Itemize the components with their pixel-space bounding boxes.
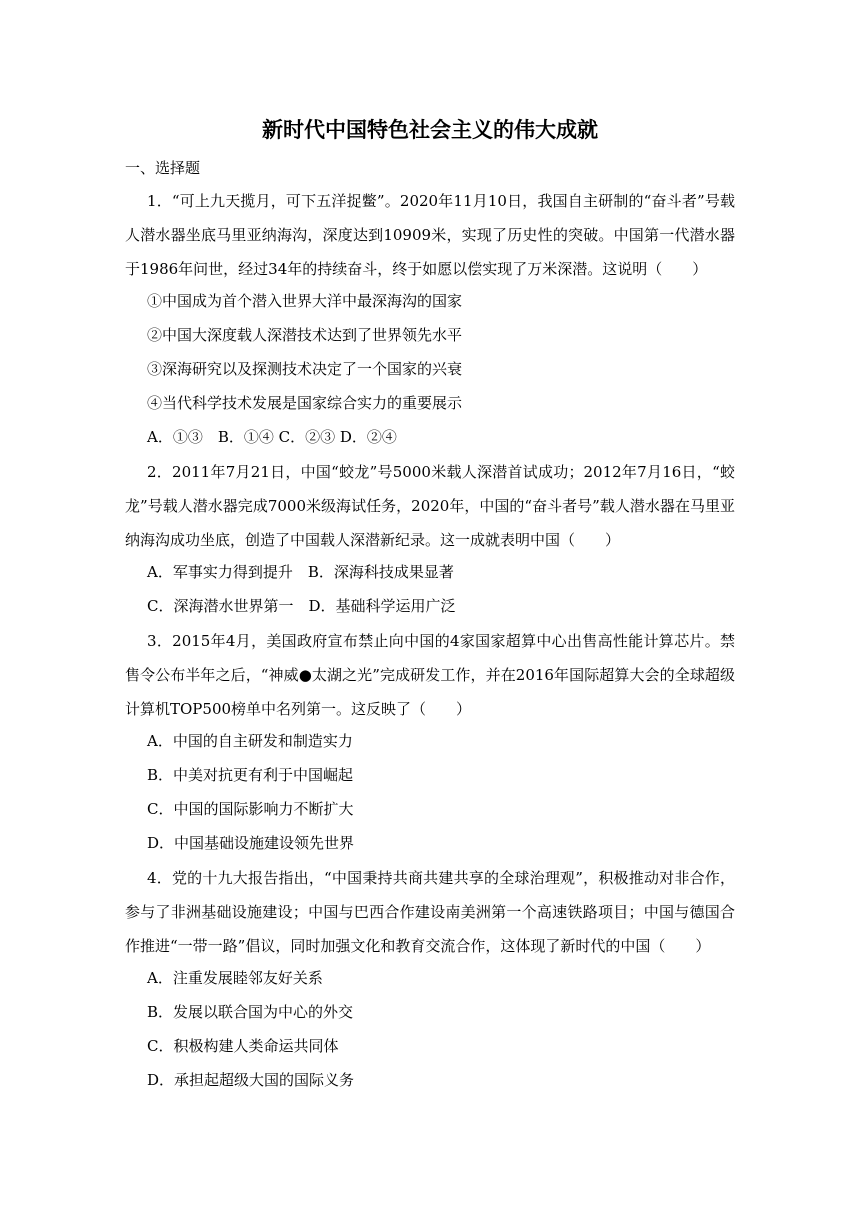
question-2-stem: 2．2011年7月21日，中国“蛟龙”号5000米载人深潜首试成功；2012年7月16日，“蛟龙”号载人潜水器完成7000米级海试任务，2020年，中国的“奋斗者号”载人潜水器在马里亚纳海沟成功坐底，创造了中国载人深潜新纪录。这一成就表明中国（ ） [125,463,735,549]
question-3-option-d: D．中国基础设施建设领先世界 [147,834,355,852]
question-2-options-line-2: C．深海潜水世界第一 D．基础科学运用广泛 [147,597,456,615]
question-3-option-b: B．中美对抗更有利于中国崛起 [147,766,354,784]
question-3-option-c: C．中国的国际影响力不断扩大 [147,800,354,818]
question-4-option-a: A．注重发展睦邻友好关系 [147,969,323,987]
question-1-item-1: ①中国成为首个潜入世界大洋中最深海沟的国家 [147,292,463,310]
question-4-option-d: D．承担起超级大国的国际义务 [147,1071,355,1089]
question-1-options: A．①③ B．①④ C．②③ D．②④ [147,428,397,446]
question-1-item-2: ②中国大深度载人深潜技术达到了世界领先水平 [147,326,463,344]
question-1-item-3: ③深海研究以及探测技术决定了一个国家的兴衰 [147,360,463,378]
question-4-stem: 4．党的十九大报告指出，“中国秉持共商共建共享的全球治理观”，积极推动对非合作，参与了非洲基础设施建设；中国与巴西合作建设南美洲第一个高速铁路项目；中国与德国合作推进“一带一路”倡议，同时加强文化和教育交流合作，这体现了新时代的中国（ ） [125,869,735,955]
question-1-stem: 1．“可上九天揽月，可下五洋捉鳖”。2020年11月10日，我国自主研制的“奋斗者”号载人潜水器坐底马里亚纳海沟，深度达到10909米，实现了历史性的突破。中国第一代潜水器于1986年问世，经过34年的持续奋斗，终于如愿以偿实现了万米深潜。这说明（ ） [125,192,735,278]
document-title: 新时代中国特色社会主义的伟大成就 [262,117,598,142]
section-heading: 一、选择题 [125,159,201,177]
question-4-option-c: C．积极构建人类命运共同体 [147,1037,339,1055]
question-2-options-line-1: A．军事实力得到提升 B．深海科技成果显著 [147,563,454,581]
question-4-option-b: B．发展以联合国为中心的外交 [147,1003,354,1021]
question-1-item-4: ④当代科学技术发展是国家综合实力的重要展示 [147,394,463,412]
question-3-option-a: A．中国的自主研发和制造实力 [147,732,353,750]
question-3-stem: 3．2015年4月，美国政府宣布禁止向中国的4家国家超算中心出售高性能计算芯片。禁售令公布半年之后，“神威●太湖之光”完成研发工作，并在2016年国际超算大会的全球超级计算机TOP500榜单中名列第一。这反映了（ ） [125,632,735,718]
